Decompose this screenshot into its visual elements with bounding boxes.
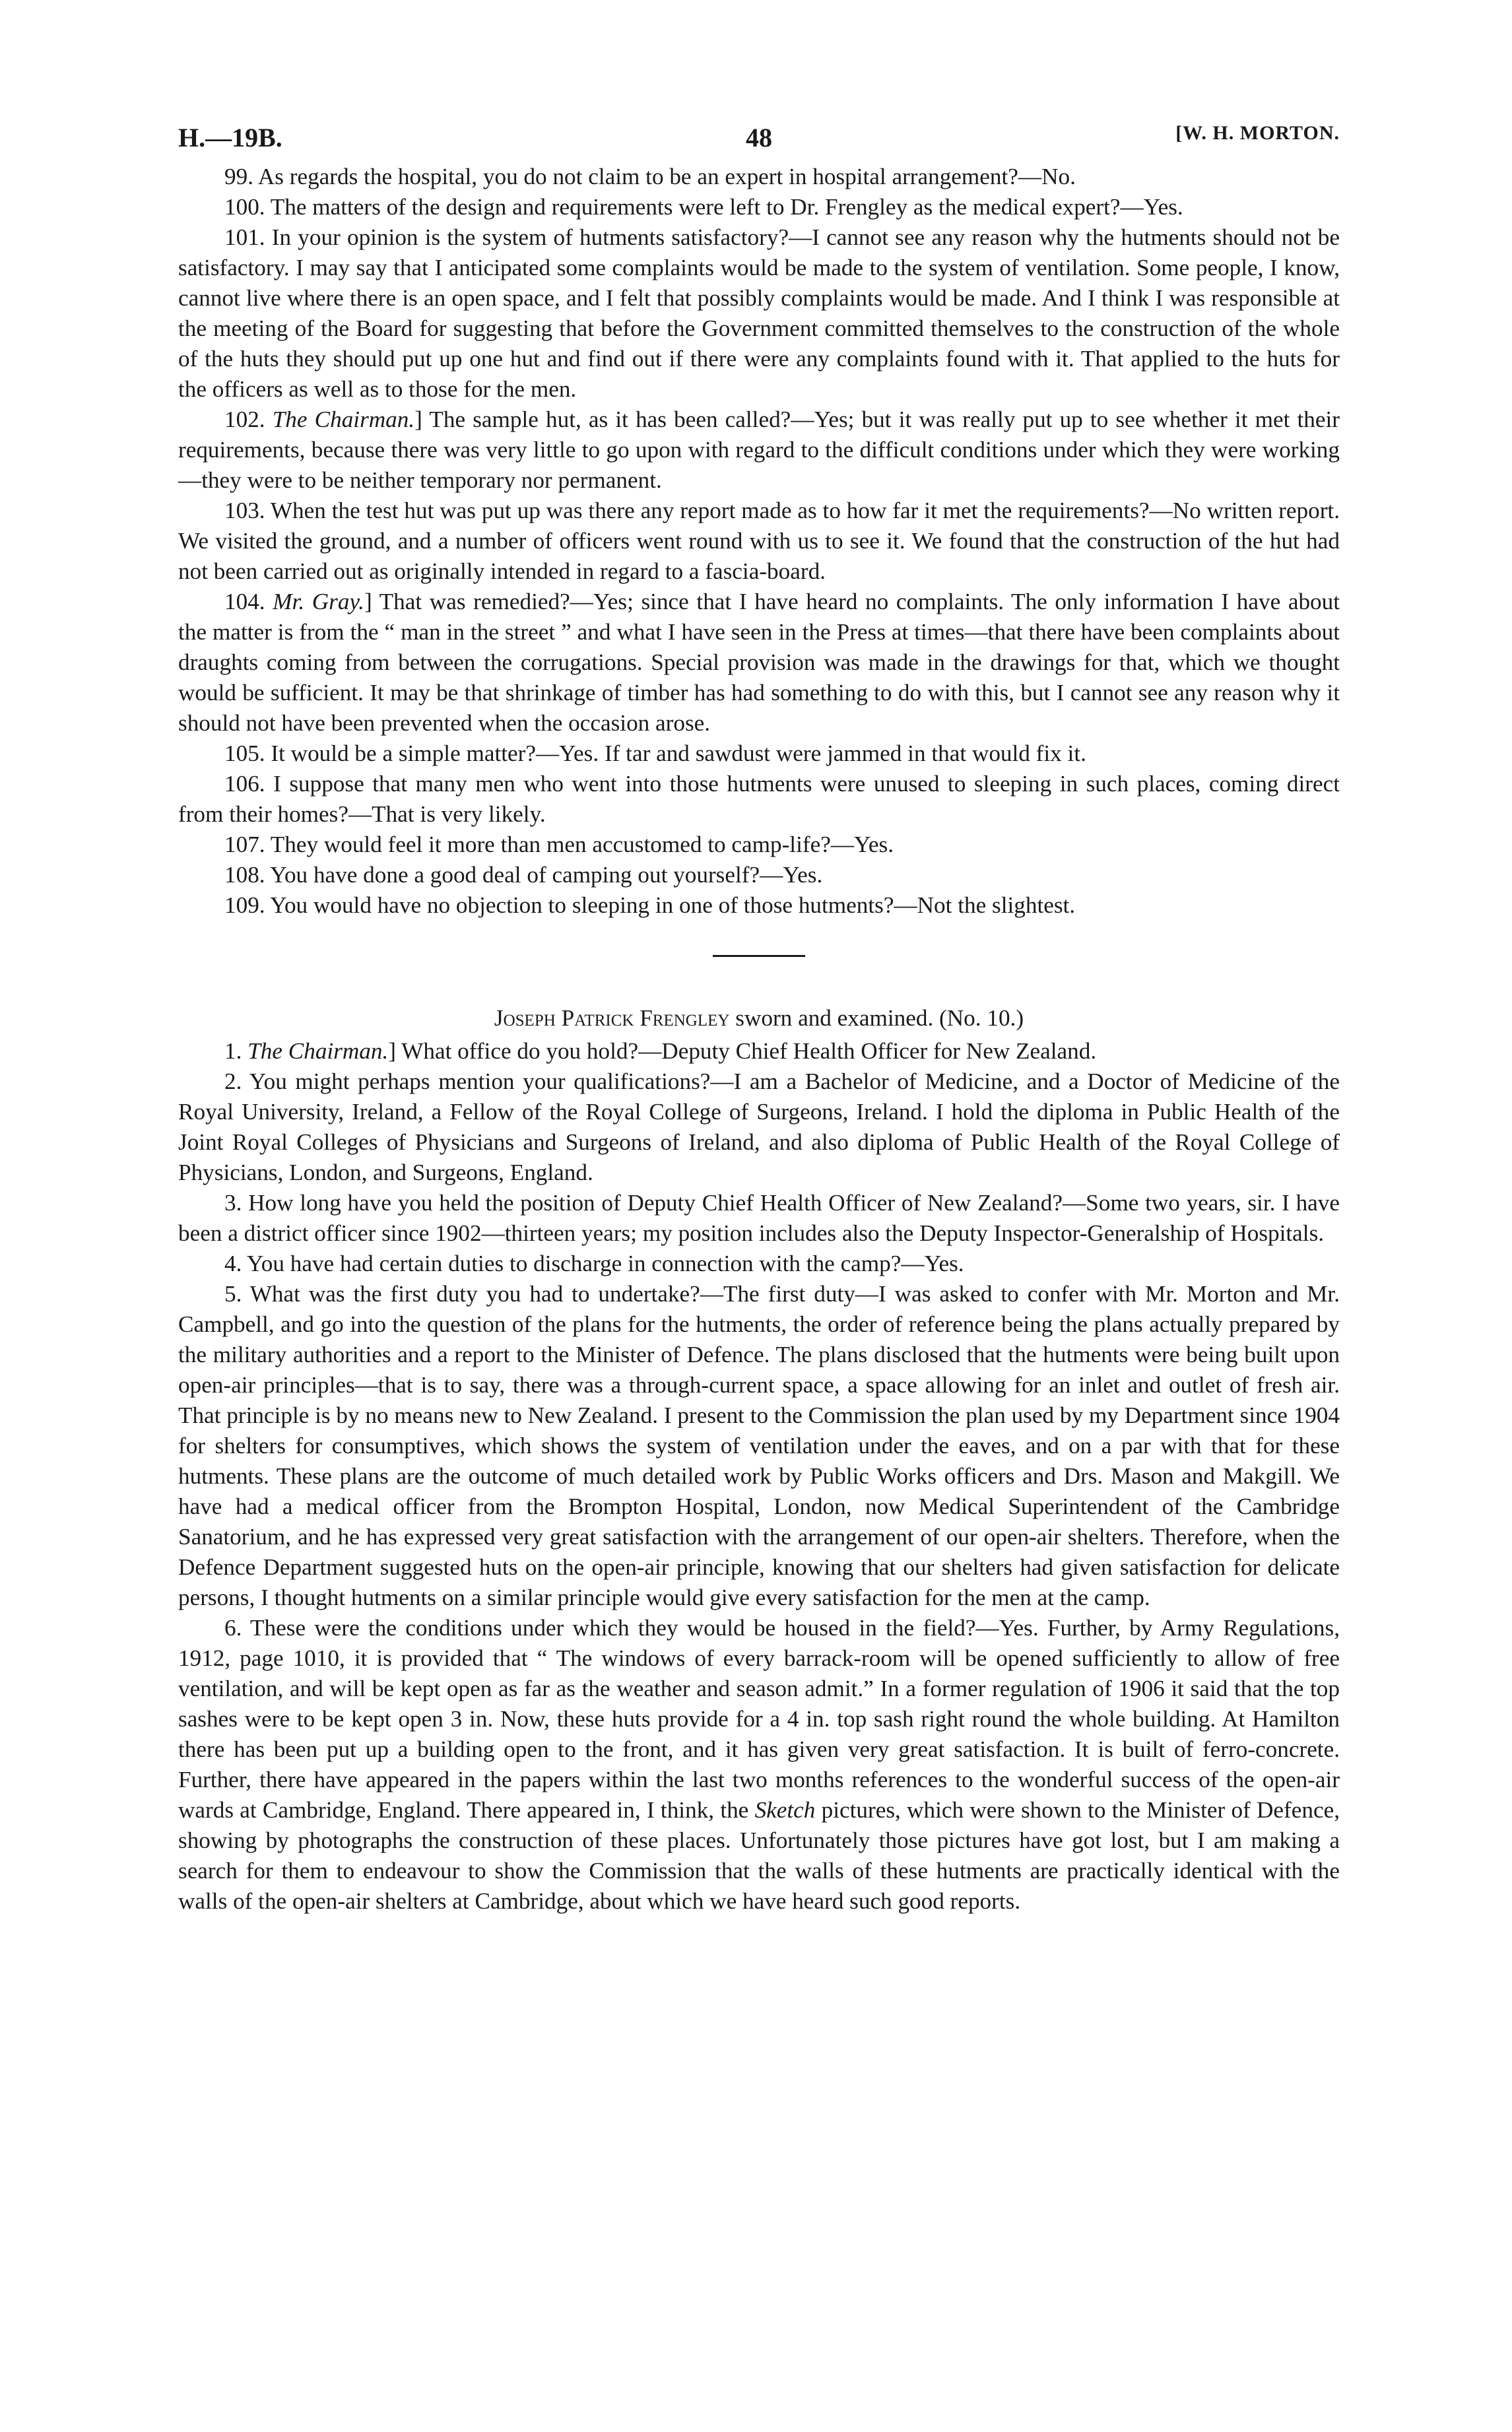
speaker-name: The Chairman. [272, 407, 415, 432]
question-paragraph: 4. You have had certain duties to discharge in connection with the camp?—Yes. [224, 1251, 964, 1276]
morton-evidence [178, 162, 1340, 921]
question-paragraph: 103. When the test hut was put up was there any report made as to how far it met the requirements?—No written report. We visited the ground, and a number of officers went round with us to see it. We found that the construction of the hut had not been carried out as originally intended in regard to a fascia-board. [178, 498, 1340, 584]
question-paragraph: 104. Mr. Gray.] That was remedied?—Yes; since that I have heard no complaints. The only information I have about the matter is from the “ man in the street ” and what I have seen in the Press at times—that there have been complaints about draughts coming from between the corrugations. Special provision was made in the drawings for that, which we thought would be sufficient. It may be that shrinkage of timber has had something to do with this, but I cannot see any reason why it should not have been prevented when the occasion arose. [178, 589, 1340, 736]
question-paragraph: 1. The Chairman.] What office do you hold?—Deputy Chief Health Officer for New Zealand. [224, 1038, 1097, 1064]
question-paragraph: 109. You would have no objection to sleeping in one of those hutments?—Not the slightest. [224, 892, 1076, 918]
frengley-evidence [178, 1036, 1340, 1917]
witness-running-title: [W. H. MORTON. [1175, 122, 1340, 144]
speaker-name: Mr. Gray. [273, 589, 364, 614]
speaker-name: The Chairman. [247, 1038, 389, 1064]
question-paragraph: 108. You have done a good deal of camping out yourself?—Yes. [224, 862, 823, 888]
question-paragraph: 105. It would be a simple matter?—Yes. If tar and sawdust were jammed in that would fix it. [224, 740, 1086, 766]
question-paragraph: 3. How long have you held the position of Deputy Chief Health Officer of New Zealand?—Some two years, sir. I have been a district officer since 1902—thirteen years; my position includes also the Deputy Inspector-Generalship of Hospitals. [178, 1190, 1340, 1246]
document-page [178, 122, 1340, 1917]
question-paragraph: 102. The Chairman.] The sample hut, as it has been called?—Yes; but it was really put up to see whether it met their requirements, because there was very little to go upon with regard to the difficult conditions under which they were working—they were to be neither temporary nor permanent. [178, 407, 1340, 493]
question-paragraph: 101. In your opinion is the system of hutments satisfactory?—I cannot see any reason why the hutments should not be satisfactory. I may say that I anticipated some complaints would be made to the system of ventilation. Some people, I know, cannot live where there is an open space, and I felt that possibly complaints would be made. And I think I was responsible at the meeting of the Board for suggesting that before the Government committed themselves to the construction of the whole of the huts they should put up one hut and find out if there were any complaints found with it. That applied to the huts for the officers as well as to those for the men. [178, 224, 1340, 402]
witness-heading: Joseph Patrick Frengley sworn and examined. (No. 10.) [494, 1005, 1024, 1031]
paper-reference: H.—19B. [178, 123, 282, 152]
publication-title: Sketch [754, 1797, 816, 1823]
running-head [178, 122, 1340, 162]
witness-name: Joseph Patrick Frengley [494, 1005, 730, 1031]
section-divider [713, 955, 805, 957]
question-paragraph: 106. I suppose that many men who went into those hutments were unused to sleeping in such places, coming direct from their homes?—That is very likely. [178, 771, 1340, 827]
question-paragraph: 2. You might perhaps mention your qualifications?—I am a Bachelor of Medicine, and a Doctor of Medicine of the Royal University, Ireland, a Fellow of the Royal College of Surgeons, Ireland. I hold the diploma in Public Health of the Joint Royal Colleges of Physicians and Surgeons of Ireland, and also diploma of Public Health of the Royal College of Physicians, London, and Surgeons, England. [178, 1068, 1340, 1185]
question-paragraph: 5. What was the first duty you had to undertake?—The first duty—I was asked to confer with Mr. Morton and Mr. Campbell, and go into the question of the plans for the hutments, the order of reference being the plans actually prepared by the military authorities and a report to the Minister of Defence. The plans disclosed that the hutments were being built upon open-air principles—that is to say, there was a through-current space, a space allowing for an inlet and outlet of fresh air. That principle is by no means new to New Zealand. I present to the Commission the plan used by my Department since 1904 for shelters for consumptives, which shows the system of ventilation under the eaves, and on a par with that for these hutments. These plans are the outcome of much detailed work by Public Works officers and Drs. Mason and Makgill. We have had a medical officer from the Brompton Hospital, London, now Medical Superintendent of the Cambridge Sanatorium, and he has expressed very great satisfaction with the arrangement of our open-air shelters. Therefore, when the Defence Department suggested huts on the open-air principle, knowing that our shelters had given satisfaction for delicate persons, I thought hutments on a similar principle would give every satisfaction for the men at the camp. [178, 1281, 1340, 1610]
question-paragraph: 100. The matters of the design and requirements were left to Dr. Frengley as the medical expert?—Yes. [224, 194, 1183, 220]
page-number: 48 [746, 123, 772, 152]
question-paragraph: 99. As regards the hospital, you do not claim to be an expert in hospital arrangement?—No. [224, 164, 1076, 189]
question-paragraph: 6. These were the conditions under which they would be housed in the field?—Yes. Further, by Army Regulations, 1912, page 1010, it is provided that “ The windows of every barrack-room will be opened sufficiently to allow of free ventilation, and will be kept open as far as the weather and season admit.” In a former regulation of 1906 it said that the top sashes were to be kept open 3 in. Now, these huts provide for a 4 in. top sash right round the whole building. At Hamilton there has been put up a building open to the front, and it has given very great satisfaction. It is built of ferro-concrete. Further, there have appeared in the papers within the last two months references to the wonderful success of the open-air wards at Cambridge, England. There appeared in, I think, the Sketch pictures, which were shown to the Minister of Defence, showing by photographs the construction of these places. Unfortunately those pictures have got lost, but I am making a search for them to endeavour to show the Commission that the walls of these hutments are practically identical with the walls of the open-air shelters at Cambridge, about which we have heard such good reports. [178, 1615, 1340, 1914]
question-paragraph: 107. They would feel it more than men accustomed to camp-life?—Yes. [224, 832, 894, 857]
